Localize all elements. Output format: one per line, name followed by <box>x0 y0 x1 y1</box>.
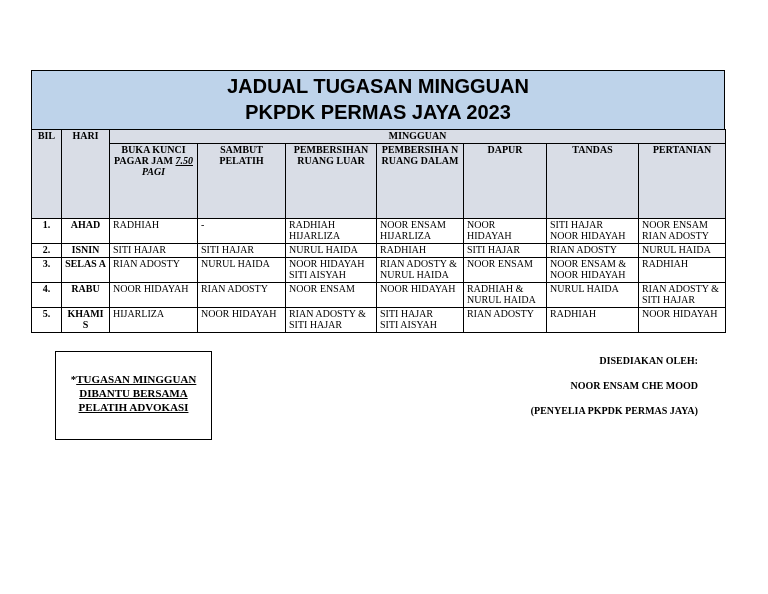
assignee-name: RIAN ADOSTY <box>550 245 617 256</box>
assignee-name: RADHIAH <box>113 220 160 231</box>
assignee-name: RADHIAH <box>380 245 427 256</box>
table-cell <box>639 219 726 244</box>
row-day: AHAD <box>62 219 110 244</box>
assignee-name: HIDAYAH <box>467 231 512 242</box>
row-number: 2. <box>32 244 62 258</box>
assignee-name: NURUL HAIDA <box>550 284 619 295</box>
table-cell <box>286 308 377 333</box>
table-cell <box>286 258 377 283</box>
assignee-name: RADHIAH <box>642 259 689 270</box>
assignee-name: SITI AISYAH <box>380 320 437 331</box>
assignee-name: HIJARLIZA <box>289 231 341 242</box>
table-cell <box>110 219 198 244</box>
table-cell <box>286 244 377 258</box>
table-cell <box>286 283 377 308</box>
assignee-name: SITI HAJAR <box>642 295 696 306</box>
task-header: TANDAS <box>547 144 639 219</box>
signature-label: DISEDIAKAN OLEH: <box>599 356 698 367</box>
assignee-name: RADHIAH & <box>467 284 524 295</box>
assignee-name: NURUL HAIDA <box>642 245 711 256</box>
assignee-name: RIAN ADOSTY & <box>642 284 719 295</box>
assignee-name: NURUL HAIDA <box>289 245 358 256</box>
assignee-name: SITI HAJAR <box>113 245 167 256</box>
assignee-name: RIAN ADOSTY <box>201 284 268 295</box>
table-cell <box>464 283 547 308</box>
assignee-name: RADHIAH <box>550 309 597 320</box>
assignee-name: SITI HAJAR <box>201 245 255 256</box>
row-day: KHAMI S <box>62 308 110 333</box>
note-line-1: TUGASAN MINGGUAN <box>76 374 197 386</box>
task-header: PERTANIAN <box>639 144 726 219</box>
bil-header: BIL <box>32 130 62 219</box>
title-line-1: JADUAL TUGASAN MINGGUAN <box>227 76 529 98</box>
table-cell <box>464 244 547 258</box>
assignee-name: NOOR HIDAYAH <box>550 270 626 281</box>
signature-position: (PENYELIA PKPDK PERMAS JAYA) <box>530 406 698 417</box>
table-cell <box>198 308 286 333</box>
row-day: ISNIN <box>62 244 110 258</box>
table-cell <box>110 308 198 333</box>
assignee-name: NOOR ENSAM <box>289 284 355 295</box>
note-prefix: * <box>70 374 77 386</box>
table-cell <box>639 283 726 308</box>
task-header: DAPUR <box>464 144 547 219</box>
task-header: PEMBERSIHAN RUANG LUAR <box>286 144 377 219</box>
table-cell <box>639 308 726 333</box>
hari-header: HARI <box>62 130 110 219</box>
assignee-name: NOOR ENSAM & <box>550 259 627 270</box>
table-row <box>32 219 726 244</box>
signature-name: NOOR ENSAM CHE MOOD <box>570 381 698 392</box>
table-cell <box>110 258 198 283</box>
assignee-name: NOOR HIDAYAH <box>642 309 718 320</box>
assignee-name: SITI AISYAH <box>289 270 346 281</box>
row-day: RABU <box>62 283 110 308</box>
table-cell <box>377 283 464 308</box>
title-line-2: PKPDK PERMAS JAYA 2023 <box>245 102 511 124</box>
table-cell <box>110 244 198 258</box>
assignee-name: NOOR <box>467 220 496 231</box>
assignee-name: RIAN ADOSTY & <box>289 309 366 320</box>
assignee-name: RIAN ADOSTY <box>642 231 709 242</box>
table-cell <box>198 283 286 308</box>
assignee-name: SITI HAJAR <box>550 220 604 231</box>
table-cell <box>377 258 464 283</box>
assignee-name: NOOR HIDAYAH <box>380 284 456 295</box>
schedule-table <box>31 129 726 333</box>
task-header: PEMBERSIHA N RUANG DALAM <box>377 144 464 219</box>
document-title <box>31 70 725 130</box>
table-cell <box>639 244 726 258</box>
assignee-name: SITI HAJAR <box>467 245 521 256</box>
assignee-name: NOOR ENSAM <box>467 259 533 270</box>
signature-block <box>398 356 698 431</box>
note-box <box>55 351 212 440</box>
assignee-name: NURUL HAIDA <box>467 295 536 306</box>
table-cell <box>110 283 198 308</box>
row-number: 4. <box>32 283 62 308</box>
assignee-name: SITI HAJAR <box>380 309 434 320</box>
note-line-3: PELATIH ADVOKASI <box>78 402 189 414</box>
assignee-name: NOOR HIDAYAH <box>550 231 626 242</box>
task-header: BUKA KUNCI PAGAR JAM 7.50 PAGI <box>110 144 198 219</box>
table-cell <box>547 219 639 244</box>
assignee-name: NURUL HAIDA <box>201 259 270 270</box>
row-number: 3. <box>32 258 62 283</box>
assignee-name: RIAN ADOSTY <box>467 309 534 320</box>
table-row <box>32 244 726 258</box>
assignee-name: NOOR HIDAYAH <box>201 309 277 320</box>
table-cell <box>377 219 464 244</box>
assignee-name: RIAN ADOSTY & <box>380 259 457 270</box>
assignee-name: RADHIAH <box>289 220 336 231</box>
assignee-name: SITI HAJAR <box>289 320 343 331</box>
table-cell <box>547 308 639 333</box>
table-cell <box>547 283 639 308</box>
table-cell <box>547 244 639 258</box>
table-cell <box>198 219 286 244</box>
assignee-name: HIJARLIZA <box>113 309 165 320</box>
table-cell <box>377 308 464 333</box>
assignee-name: RIAN ADOSTY <box>113 259 180 270</box>
table-cell <box>547 258 639 283</box>
mingguan-header: MINGGUAN <box>110 130 726 144</box>
row-number: 1. <box>32 219 62 244</box>
table-cell <box>464 258 547 283</box>
assignee-name: NOOR ENSAM <box>642 220 708 231</box>
assignee-name: NOOR ENSAM <box>380 220 446 231</box>
table-cell <box>464 219 547 244</box>
table-cell <box>198 244 286 258</box>
assignee-name: - <box>201 220 205 231</box>
assignee-name: NURUL HAIDA <box>380 270 449 281</box>
table-cell <box>464 308 547 333</box>
assignee-name: HIJARLIZA <box>380 231 432 242</box>
row-number: 5. <box>32 308 62 333</box>
task-header: SAMBUT PELATIH <box>198 144 286 219</box>
table-cell <box>198 258 286 283</box>
assignee-name: NOOR HIDAYAH <box>113 284 189 295</box>
table-row <box>32 308 726 333</box>
table-cell <box>639 258 726 283</box>
table-cell <box>286 219 377 244</box>
table-row <box>32 258 726 283</box>
note-line-2: DIBANTU BERSAMA <box>79 388 188 400</box>
row-day: SELAS A <box>62 258 110 283</box>
assignee-name: NOOR HIDAYAH <box>289 259 365 270</box>
table-row <box>32 283 726 308</box>
table-cell <box>377 244 464 258</box>
